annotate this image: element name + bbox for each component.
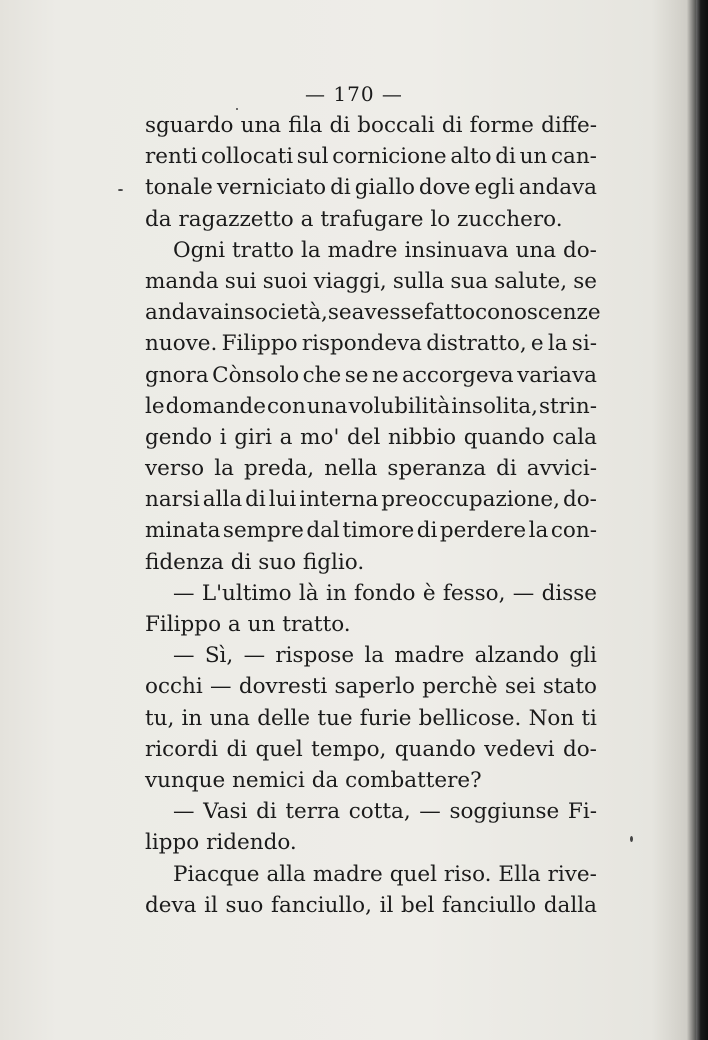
text-word: nuove. [145, 331, 218, 357]
text-word: madre [312, 861, 383, 887]
text-word: a [227, 612, 241, 637]
text-word: — [173, 799, 195, 825]
text-word: boccali [357, 113, 435, 138]
text-word: Ella [498, 861, 541, 887]
text-word: vedevi [484, 736, 555, 762]
text-line [145, 890, 597, 921]
text-word: un [519, 144, 548, 170]
text-word: di [495, 144, 516, 170]
text-word: a [279, 424, 293, 450]
text-line [145, 110, 597, 141]
text-word: — [173, 643, 195, 669]
text-word: strin- [539, 393, 597, 419]
text-word: nibbio [388, 424, 457, 450]
text-word: Filippo [145, 612, 222, 637]
text-word: tonale [145, 175, 213, 201]
text-word: accorgeva [402, 362, 514, 388]
text-word: tratto. [282, 612, 351, 637]
text-line [145, 578, 597, 609]
text-word: bellicose. [418, 705, 522, 731]
text-word: di [245, 487, 266, 513]
text-word: quando [463, 424, 545, 450]
text-line [145, 141, 597, 172]
text-word: Vasi [203, 799, 248, 825]
text-word: cornicione [332, 144, 447, 170]
text-word: can- [550, 144, 597, 170]
text-word: ridendo. [206, 830, 297, 856]
text-word: giallo [354, 175, 415, 201]
text-word: la [547, 331, 568, 357]
text-word: Cònsolo [212, 362, 300, 388]
book-spine-shadow [696, 0, 708, 1040]
text-word: dalla [543, 892, 597, 918]
text-word: sul [296, 144, 329, 170]
text-word: — [512, 580, 535, 606]
text-word: insolita, [451, 393, 538, 419]
text-word: rispondeva [301, 331, 423, 357]
text-line [145, 765, 597, 796]
text-word: di [416, 518, 438, 544]
text-word: lui [268, 487, 297, 513]
text-word: quando [394, 736, 476, 762]
text-word: una [306, 393, 348, 419]
text-word: Non [528, 705, 575, 731]
text-word: fanciullo [442, 892, 537, 918]
text-word: volubilità [348, 393, 451, 419]
text-word: in [181, 705, 203, 731]
text-word: di [330, 175, 351, 201]
text-word: avesse [351, 300, 425, 326]
text-word: in [325, 580, 347, 606]
text-word: ragazzetto [178, 206, 294, 232]
text-word: si- [571, 331, 597, 357]
text-word: gendo [145, 424, 213, 450]
paper-speck [630, 836, 633, 842]
text-word: andava [518, 175, 597, 201]
text-word: quel [255, 736, 303, 762]
text-word: la [364, 643, 385, 669]
text-word: di [226, 736, 248, 762]
text-word: verso [145, 456, 205, 482]
text-word: — [173, 580, 195, 606]
text-word: cotta, [348, 799, 411, 825]
text-word: di [256, 799, 277, 825]
text-word: che [302, 362, 342, 388]
text-word: viaggi, [313, 268, 387, 294]
text-word: zucchero. [457, 206, 563, 232]
text-word: suoi [262, 268, 308, 294]
text-line [145, 827, 597, 858]
text-word: perchè [422, 674, 498, 700]
text-word: figlio. [302, 549, 365, 575]
text-word: interna [299, 487, 379, 513]
text-word: fila [288, 113, 323, 138]
text-word: da [311, 767, 339, 793]
text-word: una [240, 113, 282, 138]
text-word: alla [266, 861, 306, 887]
text-word: collocati [201, 144, 294, 170]
text-word: verniciato [216, 175, 327, 201]
text-line [145, 422, 597, 453]
text-word: deva [145, 892, 197, 918]
text-word: vunque [145, 767, 226, 793]
text-word: avvici- [526, 456, 597, 482]
text-word: egli [474, 175, 515, 201]
text-word: dal [306, 518, 340, 544]
text-word: — [210, 674, 232, 700]
text-word: gli [569, 643, 597, 669]
text-word: se [573, 268, 597, 294]
text-word: gnora [145, 362, 209, 388]
text-word: alzando [474, 643, 560, 669]
text-word: insinuava [404, 237, 509, 263]
text-word: ti [581, 705, 597, 731]
text-line [145, 172, 597, 203]
text-word: i [219, 424, 227, 450]
text-word: preda, [243, 456, 315, 482]
text-word: salute, [494, 268, 568, 294]
text-word: manda [145, 268, 219, 294]
text-word: variava [517, 362, 597, 388]
text-word: dovresti [238, 674, 328, 700]
text-word: a [300, 206, 314, 232]
text-word: di [329, 113, 351, 138]
text-word: fesso, [442, 580, 506, 606]
text-word: forme [469, 113, 534, 138]
text-word: di [496, 456, 517, 482]
text-word: è [422, 580, 436, 606]
text-word: combattere? [345, 767, 482, 793]
text-word: nella [324, 456, 378, 482]
text-word: furie [359, 705, 412, 731]
text-line [145, 796, 597, 827]
text-word: società, [243, 300, 328, 326]
text-word: L'ultimo [201, 580, 292, 606]
text-line [145, 453, 597, 484]
text-word: — [243, 643, 266, 669]
text-word: una [209, 705, 250, 731]
text-word: speranza [387, 456, 487, 482]
text-word: lippo [145, 830, 200, 856]
text-word: rive- [547, 861, 597, 887]
text-word: alla [202, 487, 243, 513]
text-word: tue [317, 705, 353, 731]
text-word: perdere [439, 518, 527, 544]
text-word: del [347, 424, 381, 450]
text-word: saperlo [334, 674, 415, 700]
text-word: madre [394, 643, 465, 669]
text-word: una [515, 237, 557, 263]
text-word: la [300, 237, 321, 263]
text-word: terra [285, 799, 341, 825]
text-word: quel [389, 861, 437, 887]
text-line [145, 391, 597, 422]
text-line [145, 204, 597, 235]
text-word: tu, [145, 705, 175, 731]
text-word: soggiunse [449, 799, 560, 825]
text-word: mo' [300, 424, 340, 450]
text-word: Filippo [221, 331, 298, 357]
text-word: do- [562, 736, 597, 762]
text-word: là [298, 580, 319, 606]
text-word: sei [504, 674, 536, 700]
text-word: narsi [145, 487, 200, 513]
text-word: preoccupazione, [381, 487, 560, 513]
text-word: alto [450, 144, 492, 170]
text-word: domande [165, 393, 266, 419]
text-word: disse [541, 580, 597, 606]
text-word: con [266, 393, 306, 419]
text-word: ricordi [145, 736, 219, 762]
body-text [145, 110, 601, 921]
text-word: occhi [145, 674, 203, 700]
text-word: suo [258, 549, 297, 575]
text-word: un [247, 612, 276, 637]
text-line [145, 547, 597, 578]
text-line [145, 297, 601, 328]
text-word: stato [542, 674, 597, 700]
text-word: fidenza [145, 549, 224, 575]
text-word: fanciullo, [271, 892, 372, 918]
text-word: se [344, 362, 369, 388]
text-word: le [145, 393, 165, 419]
text-word: sempre [222, 518, 304, 544]
text-word: bel [401, 892, 435, 918]
text-word: cala [552, 424, 597, 450]
text-line [145, 515, 597, 546]
text-word: ne [371, 362, 399, 388]
text-word: madre [327, 237, 398, 263]
text-line [145, 360, 597, 391]
text-word: minata [145, 518, 221, 544]
text-line [145, 484, 597, 515]
text-word: do- [562, 487, 597, 513]
text-word: la [528, 518, 549, 544]
text-word: Piacque [173, 861, 260, 887]
text-word: dove [418, 175, 471, 201]
paper-speck [118, 189, 123, 191]
text-line [145, 640, 597, 671]
text-word: Fi- [567, 799, 597, 825]
text-word: di [230, 549, 252, 575]
text-word: rispose [275, 643, 355, 669]
text-word: da [145, 206, 172, 232]
page-number: — 170 — [305, 82, 403, 106]
text-line [145, 235, 597, 266]
text-word: nemici [232, 767, 305, 793]
text-word: il [204, 892, 218, 918]
text-word: lo [430, 206, 451, 232]
text-word: delle [257, 705, 311, 731]
text-line [145, 859, 597, 890]
text-word: trafugare [320, 206, 424, 232]
text-word: se [327, 300, 352, 326]
text-word: riso. [443, 861, 492, 887]
text-word: il [379, 892, 394, 918]
text-line [145, 671, 597, 702]
text-line [145, 734, 597, 765]
text-line [145, 328, 597, 359]
text-word: conoscenze [475, 300, 601, 326]
text-word: do- [562, 237, 597, 263]
text-word: sua [450, 268, 489, 294]
text-word: diffe- [541, 113, 597, 138]
text-word: in [223, 300, 244, 326]
text-word: sguardo [145, 113, 234, 138]
text-word: fondo [354, 580, 416, 606]
text-word: di [441, 113, 463, 138]
text-word: fatto [424, 300, 476, 326]
text-word: andava [145, 300, 224, 326]
text-word: con- [550, 518, 597, 544]
text-word: timore [342, 518, 415, 544]
text-word: sulla [392, 268, 445, 294]
text-word: suo [225, 892, 264, 918]
text-word: tratto [232, 237, 295, 263]
text-word: tempo, [311, 736, 387, 762]
text-word: Ogni [173, 237, 226, 263]
text-word: la [214, 456, 234, 482]
text-line [145, 266, 597, 297]
text-word: sui [224, 268, 257, 294]
text-word: giri [234, 424, 273, 450]
text-word: e [530, 331, 544, 357]
text-word: renti [145, 144, 198, 170]
text-line [145, 703, 597, 734]
text-word: distratto, [426, 331, 527, 357]
paper-speck [236, 108, 238, 110]
text-word: — [419, 799, 441, 825]
text-word: Sì, [204, 643, 234, 669]
text-line [145, 609, 597, 640]
